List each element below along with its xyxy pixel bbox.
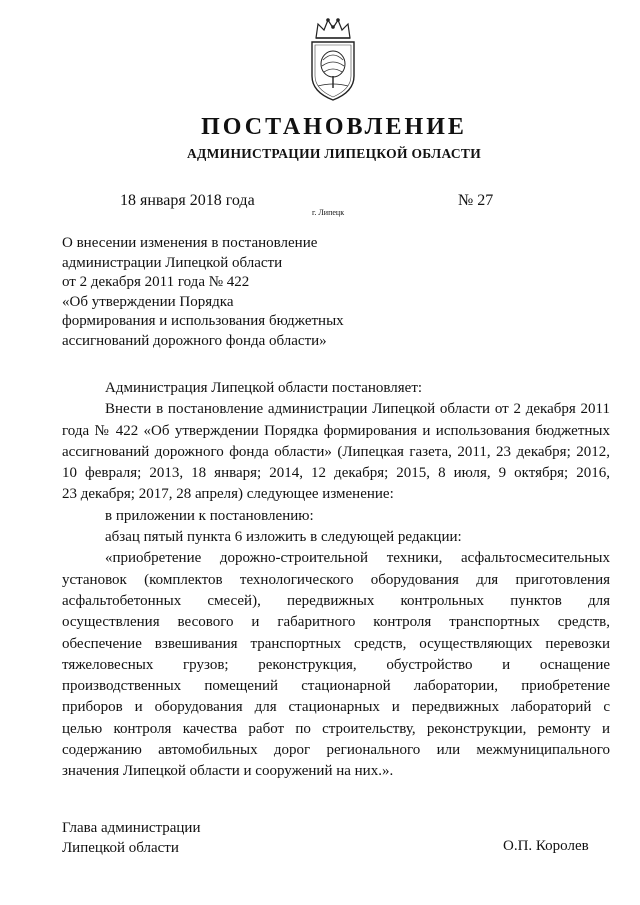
body-line: 23 декабря; 2017, 28 апреля) следующее изменение: [62, 486, 394, 503]
document-title: ПОСТАНОВЛЕНИЕ [201, 114, 467, 140]
body-line: осуществления весового и габаритного контроля транспортных средств, [62, 614, 610, 631]
body-line: Внести в постановление администрации Липецкой области от 2 декабря 2011 [105, 401, 610, 418]
body-line: целью контроля качества работ по строительству, реконструкции, ремонту и [62, 720, 610, 737]
document-subject [62, 234, 362, 351]
subject-line: формирования и использования бюджетных [62, 313, 344, 329]
body-line: Администрация Липецкой области постановляет: [105, 380, 423, 396]
document-number: № 27 [458, 192, 494, 209]
coat-of-arms-icon [306, 16, 360, 102]
subject-line: «Об утверждении Порядка [62, 293, 234, 310]
body-line: года № 422 «Об утверждении Порядка формирования и использования бюджетных [62, 422, 610, 439]
body-line: асфальтобетонных смесей), передвижных контрольных пунктов для [62, 592, 610, 609]
body-line: приборов и оборудования для стационарных и передвижных лабораторий с [62, 699, 610, 716]
subject-line: администрации Липецкой области [62, 254, 283, 271]
subject-line: О внесении изменения в постановление [62, 235, 318, 251]
document-body [62, 378, 610, 783]
body-line: установок (комплектов технологического оборудования для приготовления [62, 571, 610, 588]
document-date: 18 января 2018 года [120, 192, 255, 209]
body-line: 10 февраля; 2013, 18 января; 2014, 12 декабря; 2015, 8 июля, 9 октября; 2016, [62, 465, 610, 482]
body-line: абзац пятый пункта 6 изложить в следующей редакции: [105, 529, 462, 546]
signature-name: О.П. Королев [503, 838, 589, 854]
body-line: обеспечение взвешивания транспортных средств, осуществляющих перевозки [62, 635, 610, 652]
signature-position-line: Глава администрации [62, 820, 201, 836]
signature-position [62, 818, 200, 858]
body-line: «приобретение дорожно-строительной техники, асфальтосмесительных [105, 550, 610, 567]
signature-position-line: Липецкой области [62, 840, 179, 856]
body-line: ассигнований дорожного фонда области» (Липецкая газета, 2011, 23 декабря; 2012, [62, 443, 610, 460]
body-line: значения Липецкой области и сооружений на них.». [62, 763, 394, 780]
subject-line: от 2 декабря 2011 года № 422 [62, 274, 250, 290]
document-subtitle: АДМИНИСТРАЦИИ ЛИПЕЦКОЙ ОБЛАСТИ [186, 146, 482, 161]
body-line: в приложении к постановлению: [105, 507, 314, 524]
body-line: содержанию автомобильных дорог регионального или межмуниципального [62, 742, 610, 759]
body-line: тяжеловесных грузов; реконструкция, обустройство и оснащение [62, 656, 610, 673]
subject-line: ассигнований дорожного фонда области» [62, 332, 327, 349]
body-line: производственных помещений стационарной лаборатории, приобретение [62, 678, 610, 695]
document-place: г. Липецк [312, 208, 345, 217]
